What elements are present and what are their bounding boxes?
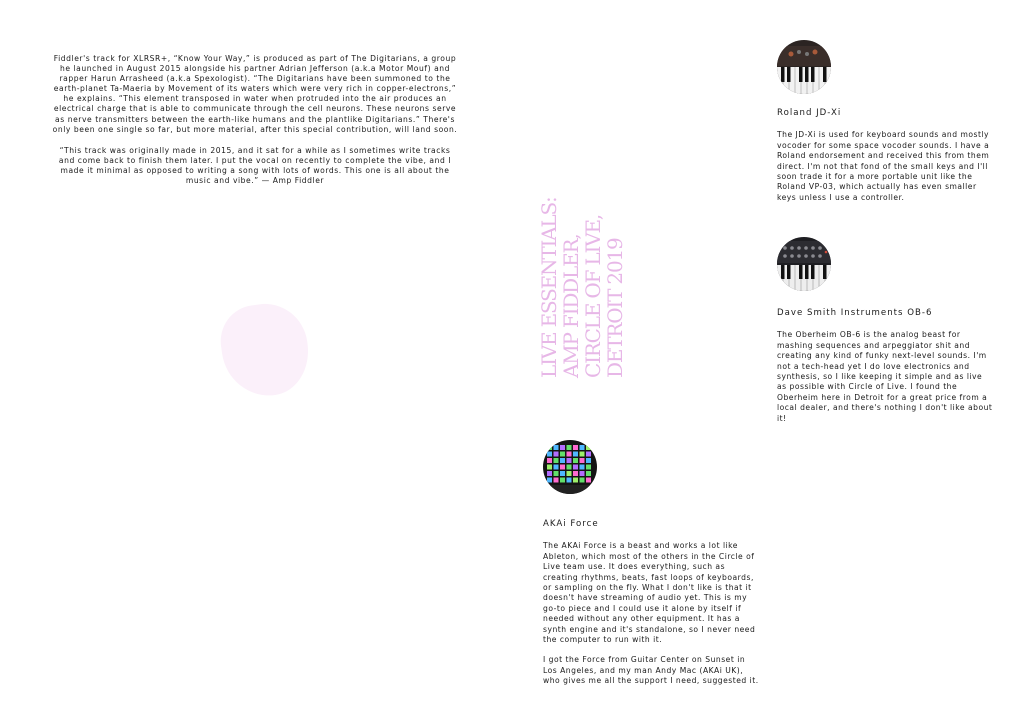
decorative-blob (216, 298, 314, 401)
equipment-description: The AKAi Force is a beast and works a lot like Ableton, which most of the others in the Circle of Live team use. It does everything, such as creating rhythms, beats, fast loops of keyboards, or sampling on the fly. What I don't like is that it doesn't have streaming of audio yet. This is my go-to piece and I could use it alone by itself if needed without any other equipment. It has a synth engine and it's standalone, so I never need the computer to run with it. (543, 541, 756, 645)
equipment-name: Dave Smith Instruments OB-6 (777, 308, 933, 318)
pad-controller-photo (543, 440, 597, 494)
equipment-ob6 (777, 237, 993, 434)
equipment-name: AKAi Force (543, 519, 599, 529)
equipment-name: Roland JD-Xi (777, 108, 842, 118)
equipment-description: The JD-Xi is used for keyboard sounds and mostly vocoder for some space vocoder sounds. I have a Roland endorsement and received this from them direct. I'm not that fond of the small keys and I'll soon trade it for a more portable unit like the Roland VP-03, which actually has even smaller keys unless I use a controller. (777, 130, 990, 202)
title-line: LIVE ESSENTIALS: (537, 197, 561, 378)
intro-quote: “This track was originally made in 2015, and it sat for a while as I sometimes write tracks and come back to finish them later. I put the vocal on recently to complete the vibe, and I made it minimal as opposed to writing a song with lots of words. This one is all about the music and vibe.” — Amp Fiddler (58, 145, 452, 186)
intro-paragraph: Fiddler's track for XLRSR+, “Know Your Way,” is produced as part of The Digitarians, a group he launched in August 2015 alongside his partner Adrian Jefferson (a.k.a Motor Mouf) and rapper Harun Arrasheed (a.k.a Spexologist). “The Digitarians have been summoned to the earth-planet Ta-Maeria by Movement of its waters which were very rich in copper-electrons,” he explains. “This element transposed in water when protruded into the air produces an electrical charge that is able to communicate through the cell neurons. These neurons serve as nerve transmitters between the earth-like humans and the plantlike Digitarians.” There's only been one single so far, but more material, after this special contribution, will land soon. (52, 54, 458, 134)
equipment-force (543, 440, 761, 697)
synth-keyboard-photo (777, 40, 831, 94)
title-line: AMP FIDDLER, (559, 234, 583, 378)
equipment-jdxi (777, 40, 993, 213)
equipment-description: The Oberheim OB-6 is the analog beast for mashing sequences and arpeggiator shit and creating any kind of funky next-level sounds. I'm not a tech-head yet I do love electronics and synthesis, so I like keeping it simple and as live as possible with Circle of Live. I found the Oberheim here in Detroit for a great price from a local dealer, and there's nothing I don't like about it! (777, 330, 993, 423)
analog-synth-photo (777, 237, 831, 291)
title-line: DETROIT 2019 (603, 238, 627, 378)
equipment-description: I got the Force from Guitar Center on Sunset in Los Angeles, and my man Andy Mac (AKAi UK), who gives me all the support I need, suggested it. (543, 655, 759, 686)
vertical-title (538, 188, 626, 378)
intro-text (52, 54, 458, 197)
title-line: CIRCLE OF LIVE, (581, 214, 605, 378)
